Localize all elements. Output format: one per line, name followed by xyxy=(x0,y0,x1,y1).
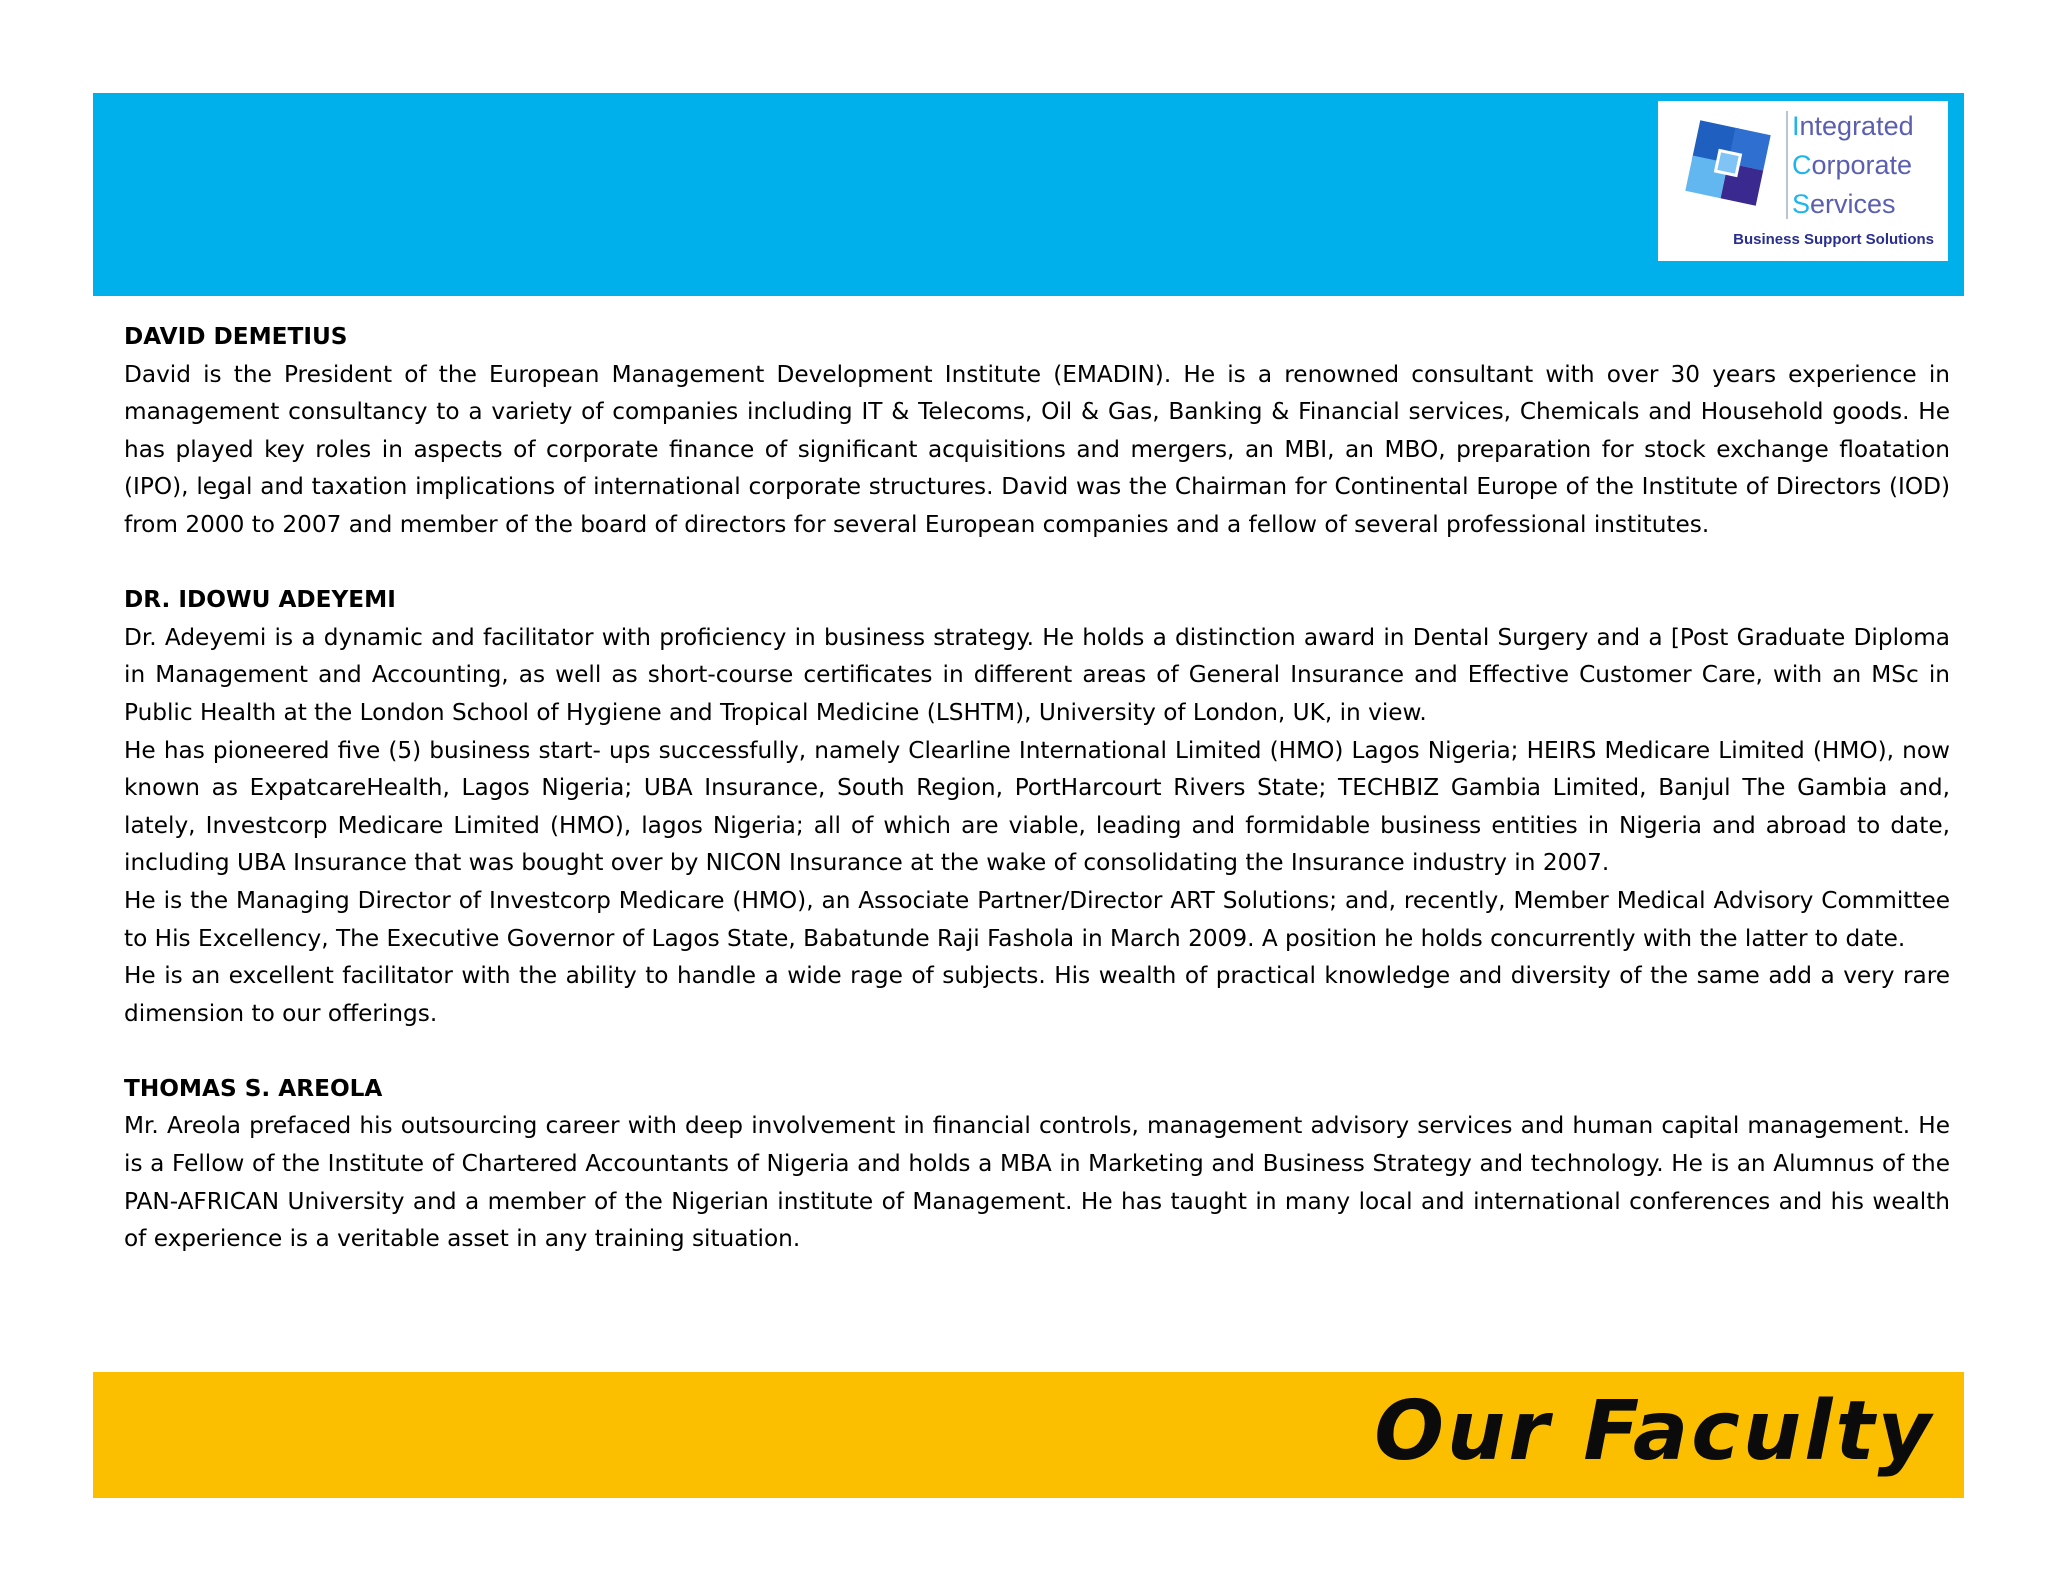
faculty-name: DR. IDOWU ADEYEMI xyxy=(124,586,396,614)
faculty-name: THOMAS S. AREOLA xyxy=(124,1074,383,1102)
logo-mark-icon xyxy=(1676,111,1780,215)
logo-wordmark xyxy=(1792,107,1914,224)
faculty-entry xyxy=(124,581,1950,1032)
company-logo xyxy=(1658,101,1948,261)
logo-word: ntegrated xyxy=(1799,111,1914,141)
faculty-entry xyxy=(124,318,1950,544)
faculty-bio: Dr. Adeyemi is a dynamic and facilitator with proficiency in business strategy. He holds a distinction award in Dental Surgery and a [Post Graduate Diploma in Management and Accounting, as well as short-course certificates in different areas of General Insurance and Effective Customer Care, with an MSc in Public Health at the London School of Hygiene and Tropical Medicine (LSHTM), University of London, UK, in view. xyxy=(124,623,1950,726)
faculty-entry xyxy=(124,1070,1950,1258)
logo-word: orporate xyxy=(1811,150,1913,180)
logo-tagline: Business Support Solutions xyxy=(1733,231,1934,248)
logo-letter: I xyxy=(1792,111,1800,141)
faculty-bio: He is the Managing Director of Investcorp Medicare (HMO), an Associate Partner/Director ART Solutions; and, recently, Member Medical Advisory Committee to His Excellency, The Executive Governor of Lagos State, Babatunde Raji Fashola in March 2009. A position he holds concurrently with the latter to date. xyxy=(124,886,1950,952)
faculty-list xyxy=(124,318,1950,1295)
faculty-name: DAVID DEMETIUS xyxy=(124,323,348,350)
faculty-bio: Mr. Areola prefaced his outsourcing career with deep involvement in financial controls, management advisory services and human capital management. He is a Fellow of the Institute of Chartered Accountants of Nigeria and holds a MBA in Marketing and Business Strategy and technology. He is an Alumnus of the PAN-AFRICAN University and a member of the Nigerian institute of Management. He has taught in many local and international conferences and his wealth of experience is a veritable asset in any training situation. xyxy=(124,1112,1950,1253)
faculty-bio: He is an excellent facilitator with the ability to handle a wide rage of subjects. His wealth of practical knowledge and diversity of the same add a very rare dimension to our offerings. xyxy=(124,962,1950,1027)
page-title: Our Faculty xyxy=(1374,1384,1934,1479)
faculty-bio: David is the President of the European Management Development Institute (EMADIN). He is a renowned consultant with over 30 years experience in management consultancy to a variety of companies including IT & Telecoms, Oil & Gas, Banking & Financial services, Chemicals and Household goods. He has played key roles in aspects of corporate finance of significant acquisitions and mergers, an MBI, an MBO, preparation for stock exchange floatation (IPO), legal and taxation implications of international corporate structures. David was the Chairman for Continental Europe of the Institute of Directors (IOD) from 2000 to 2007 and member of the board of directors for several European companies and a fellow of several professional institutes. xyxy=(124,360,1950,538)
header-banner xyxy=(93,93,1964,296)
faculty-bio: He has pioneered five (5) business start- ups successfully, namely Clearline International Limited (HMO) Lagos Nigeria; HEIRS Medicare Limited (HMO), now known as ExpatcareHealth, Lagos Nigeria; UBA Insurance, South Region, PortHarcourt Rivers State; TECHBIZ Gambia Limited, Banjul The Gambia and, lately, Investcorp Medicare Limited (HMO), lagos Nigeria; all of which are viable, leading and formidable business entities in Nigeria and abroad to date, including UBA Insurance that was bought over by NICON Insurance at the wake of consolidating the Insurance industry in 2007. xyxy=(124,736,1950,877)
logo-letter: C xyxy=(1792,150,1812,180)
logo-word: ervices xyxy=(1810,189,1896,219)
logo-letter: S xyxy=(1792,189,1811,219)
logo-divider xyxy=(1786,111,1788,219)
footer-banner xyxy=(93,1372,1964,1498)
